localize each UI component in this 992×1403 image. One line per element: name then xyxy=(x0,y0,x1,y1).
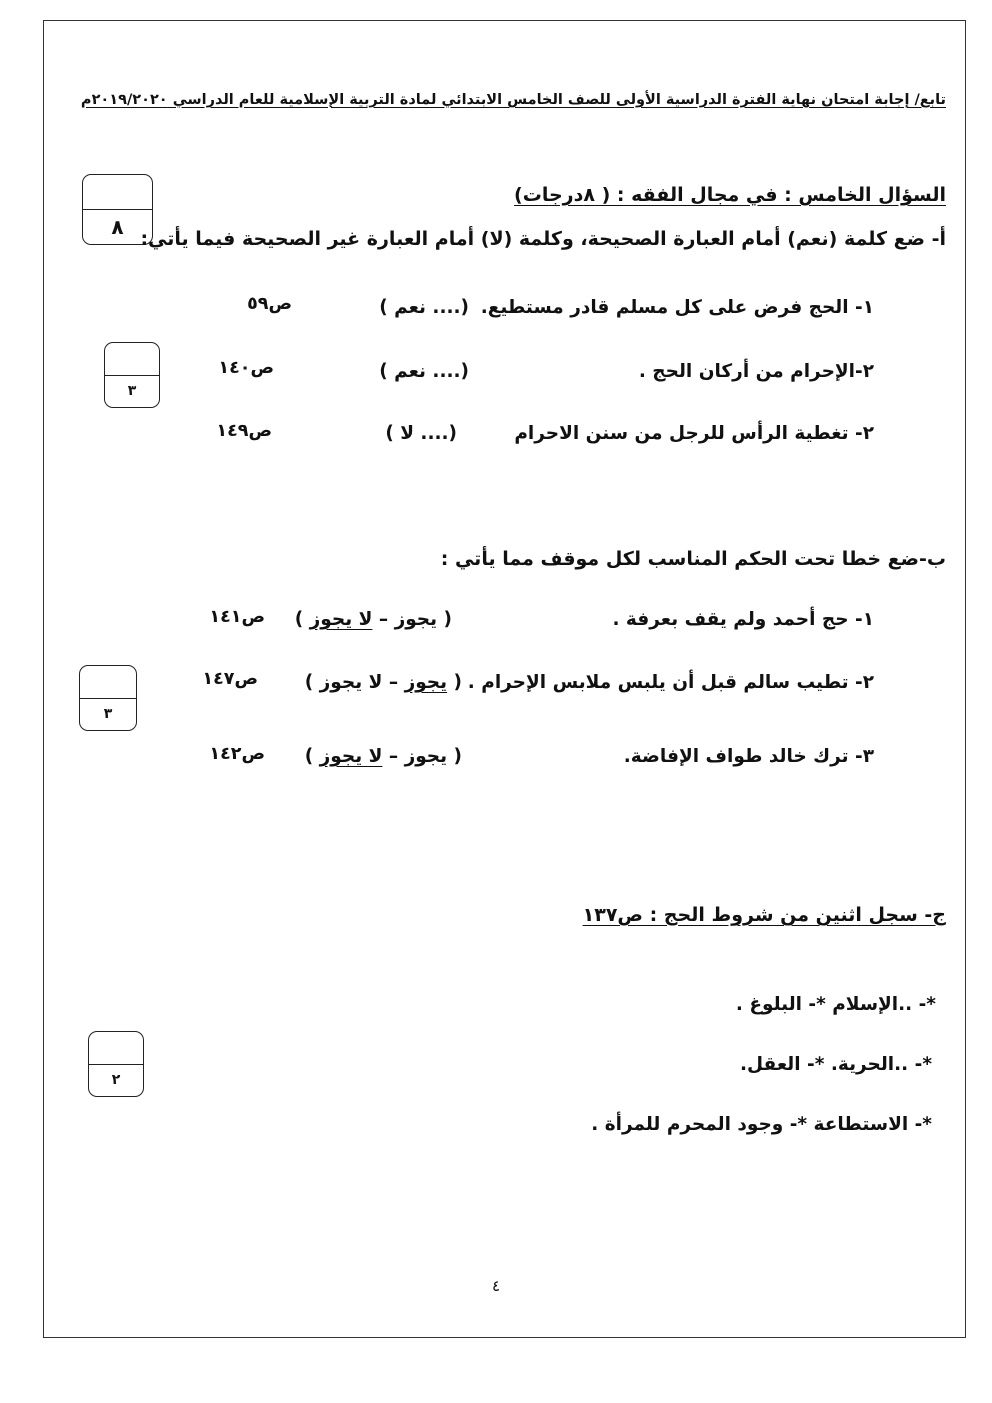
part-b-item-2-ref: ص١٤٧ xyxy=(202,669,258,689)
part-b-score: ٣ xyxy=(103,706,113,723)
part-b-item-3-options: ( يجوز – لا يجوز ) xyxy=(304,746,462,767)
part-a-score: ٣ xyxy=(127,383,137,400)
part-b-instruction: ب-ضع خطا تحت الحكم المناسب لكل موقف مما يأتي : xyxy=(440,548,946,570)
page-header: تابع/ إجابة امتحان نهاية الفترة الدراسية الأولى للصف الخامس الابتدائي لمادة التربية الإسلامية للعام الدراسي ٢٠١٩/٢٠٢٠م xyxy=(80,92,946,108)
part-a-item-2-text: ٢-الإحرام من أركان الحج . xyxy=(638,361,874,382)
part-b-item-2-text: ٢- تطيب سالم قبل أن يلبس ملابس الإحرام . xyxy=(467,672,874,693)
part-b-item-1-options: ( يجوز – لا يجوز ) xyxy=(294,609,452,630)
part-b-item-2-opt1-selected: يجوز xyxy=(404,672,448,693)
part-b-item-3-opt1: يجوز xyxy=(404,746,448,767)
part-a-item-3-ref: ص١٤٩ xyxy=(216,421,272,441)
part-a-item-3-text: ٢- تغطية الرأس للرجل من سنن الاحرام xyxy=(514,423,874,444)
part-b-item-2-opt2: لا يجوز xyxy=(319,672,383,693)
part-b-item-1-ref: ص١٤١ xyxy=(209,607,265,627)
part-a-score-box xyxy=(104,342,160,408)
part-b-item-2-options: ( يجوز – لا يجوز ) xyxy=(304,672,462,693)
part-c-line-2: *- ..الحرية. *- العقل. xyxy=(740,1054,932,1075)
part-a-item-1-answer: (.... نعم ) xyxy=(379,297,469,318)
part-a-item-1-ref: ص٥٩ xyxy=(247,294,292,314)
part-b-item-1-opt1: يجوز xyxy=(394,609,438,630)
part-b-item-1-opt2-selected: لا يجوز xyxy=(309,609,373,630)
page-number: ٤ xyxy=(491,1277,501,1295)
part-c-line-1: *- ..الإسلام *- البلوغ . xyxy=(735,994,936,1015)
part-b-item-1-text: ١- حج أحمد ولم يقف بعرفة . xyxy=(612,609,874,630)
part-b-item-3-text: ٣- ترك خالد طواف الإفاضة. xyxy=(623,746,874,767)
part-a-item-3-answer: (.... لا ) xyxy=(385,423,457,444)
total-score: ٨ xyxy=(111,215,124,239)
question5-title: السؤال الخامس : في مجال الفقه : ( ٨درجات) xyxy=(514,184,946,206)
part-c-score-box xyxy=(88,1031,144,1097)
part-b-item-3-opt2-selected: لا يجوز xyxy=(319,746,383,767)
part-c-line-3: *- الاستطاعة *- وجود المحرم للمرأة . xyxy=(591,1114,932,1135)
part-a-instruction: أ- ضع كلمة (نعم) أمام العبارة الصحيحة، وكلمة (لا) أمام العبارة غير الصحيحة فيما يأتي: xyxy=(140,228,946,250)
part-a-item-2-ref: ص١٤٠ xyxy=(218,358,274,378)
part-b-score-box xyxy=(79,665,137,731)
part-c-score: ٢ xyxy=(111,1072,121,1089)
part-a-item-1-text: ١- الحج فرض على كل مسلم قادر مستطيع. xyxy=(480,297,874,318)
part-c-instruction: ج- سجل اثنين من شروط الحج : ص١٣٧ xyxy=(582,904,946,926)
part-a-item-2-answer: (.... نعم ) xyxy=(379,361,469,382)
part-b-item-3-ref: ص١٤٢ xyxy=(209,744,265,764)
